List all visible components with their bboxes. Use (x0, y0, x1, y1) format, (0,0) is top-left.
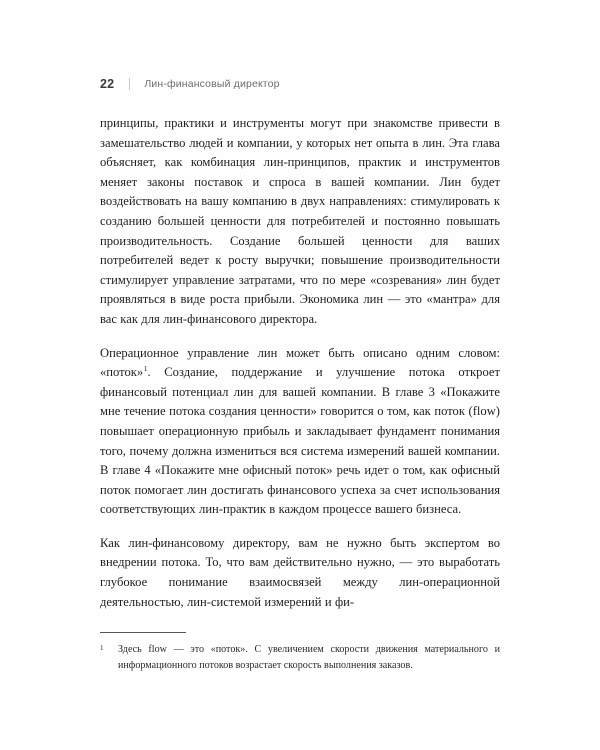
running-header (100, 74, 280, 94)
page-number: 22 (100, 77, 115, 91)
paragraph-2-text-before-footnote: Операционное управление лин может быть описано одним словом: «поток» (100, 345, 500, 380)
paragraph-2 (100, 344, 500, 520)
body-text-block (100, 114, 500, 612)
paragraph-2-text-after-footnote: . Создание, поддержание и улучшение потока откроет финансовый потенциал лин для вашей компании. В главе 3 «Покажите мне течение потока создания ценности» говорится о том, как поток (flow) повышает операционную прибыль и закладывает фундамент понимания того, почему должна измениться вся система измерений вашей компании. В главе 4 «Покажите мне офисный поток» речь идет о том, как офисный поток помогает лин достигать финансового успеха за счет использования соответствующих лин-практик в каждом процессе вашего бизнеса. (100, 365, 500, 517)
book-title: Лин-финансовый директор (144, 78, 280, 90)
footnote-area (100, 632, 500, 675)
paragraph-3: Как лин-финансовому директору, вам не нужно быть экспертом во внедрении потока. То, что вам действительно нужно, — это выработать глубокое понимание взаимосвязей между лин-операционной деятельностью, лин-системой измерений и фи- (100, 535, 500, 609)
footnote (100, 642, 500, 675)
footnote-reference-marker[interactable]: 1 (143, 363, 148, 373)
footnote-number: 1 (100, 644, 104, 652)
header-separator-icon (129, 78, 130, 90)
footnote-text: Здесь flow — это «поток». С увеличением скорости движения материального и информационного потоков возрастает скорость выполнения заказов. (118, 644, 500, 672)
paragraph-1: принципы, практики и инструменты могут при знакомстве привести в замешательство людей и компании, у которых нет опыта в лин. Эта глава объясняет, как комбинация лин-принципов, практик и инструментов меняет законы поставок и спроса в вашей компании. Лин будет воздействовать на вашу компанию в двух направлениях: стимулировать к созданию большей ценности для потребителей и постоянно повышать производительность. Создание большей ценности для ваших потребителей ведет к росту выручки; повышение производительности стимулирует управление затратами, что по мере «созревания» лин будет проявляться в виде роста прибыли. Экономика лин — это «мантра» для вас как для лин-финансового директора. (100, 116, 500, 326)
footnote-separator-rule (100, 632, 186, 633)
